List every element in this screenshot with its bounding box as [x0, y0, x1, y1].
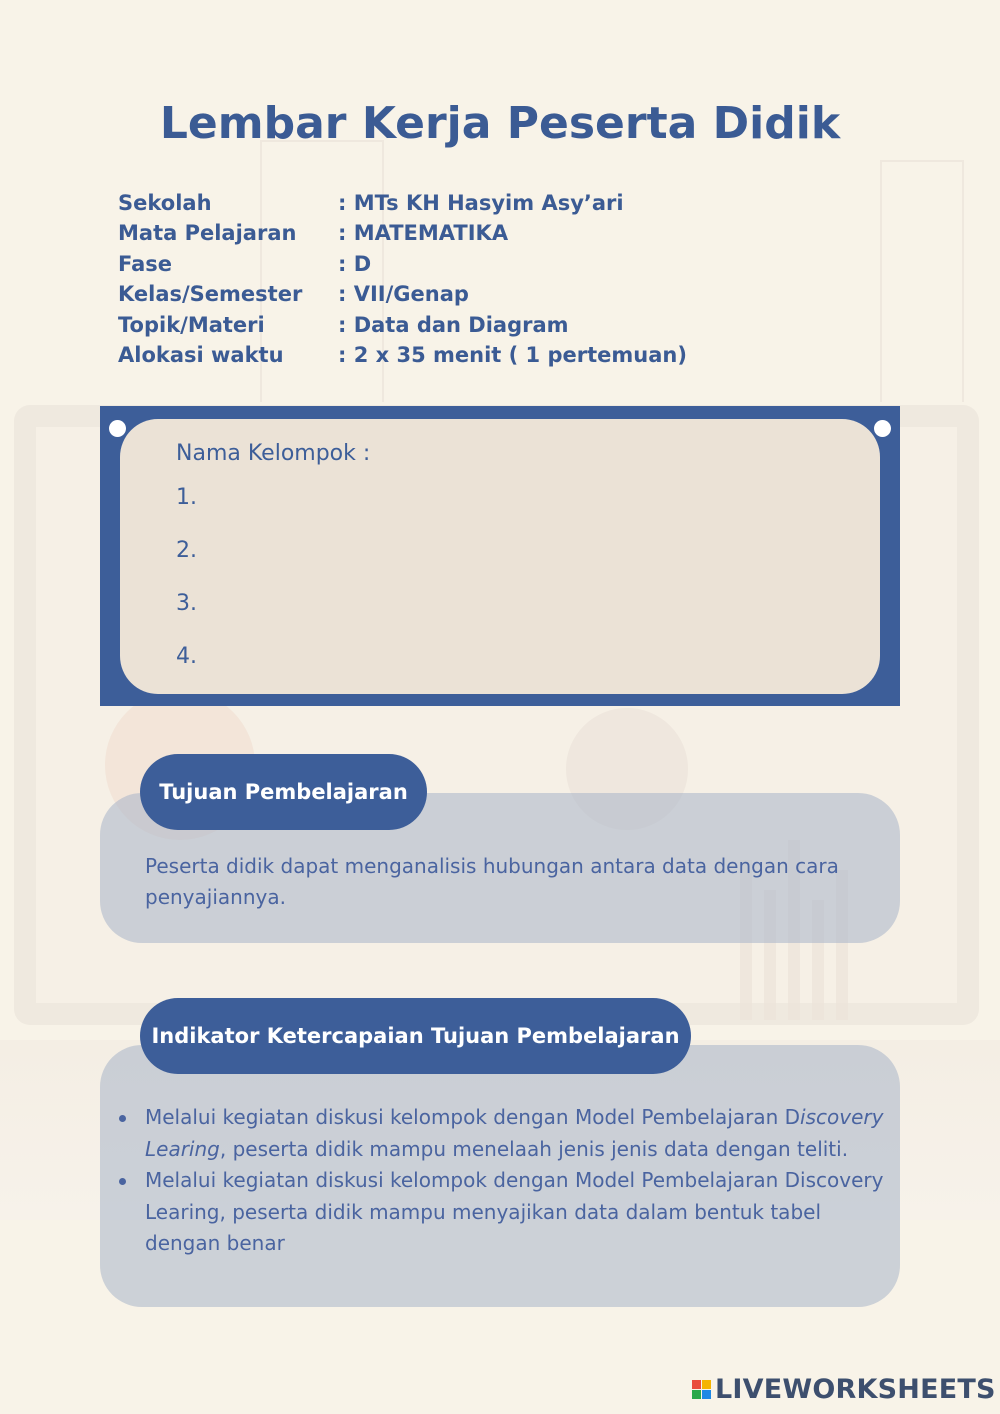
- group-member-line[interactable]: 4.: [176, 644, 197, 669]
- page-title: Lembar Kerja Peserta Didik: [159, 98, 841, 149]
- group-name-title: Nama Kelompok :: [176, 441, 371, 466]
- info-label: Sekolah: [118, 191, 212, 215]
- info-row-mata-pelajaran: [118, 218, 687, 248]
- info-value: : D: [338, 251, 372, 276]
- info-table: [118, 188, 687, 370]
- indikator-item: [145, 1165, 895, 1260]
- group-name-panel: [100, 406, 900, 706]
- info-label: Alokasi waktu: [118, 342, 284, 367]
- info-row-sekolah: [118, 188, 687, 218]
- indikator-heading: Indikator Ketercapaian Tujuan Pembelajaran: [140, 998, 691, 1074]
- pin-dot: [874, 420, 891, 437]
- indikator-item: [145, 1102, 895, 1165]
- info-label: Topik/Materi: [118, 312, 265, 337]
- info-value: : Data dan Diagram: [338, 312, 569, 337]
- info-label: Mata Pelajaran: [118, 221, 297, 246]
- info-value: : MATEMATIKA: [338, 221, 509, 246]
- background-arrow: [880, 160, 964, 402]
- info-label: Fase: [118, 251, 173, 276]
- bullet-icon: [119, 1115, 126, 1122]
- tujuan-text: Peserta didik dapat menganalisis hubungan antara data dengan cara penyajiannya.: [145, 854, 839, 909]
- tujuan-heading: Tujuan Pembelajaran: [140, 754, 427, 830]
- bullet-icon: [119, 1178, 126, 1185]
- info-row-kelas-semester: [118, 279, 687, 309]
- indikator-item-text: Melalui kegiatan diskusi kelompok dengan Model Pembelajaran D: [145, 1105, 801, 1129]
- group-name-card: [120, 419, 880, 694]
- info-value: : MTs KH Hasyim Asy’ari: [338, 191, 624, 215]
- liveworksheets-logo-icon: [692, 1380, 711, 1399]
- info-value: : VII/Genap: [338, 282, 469, 307]
- group-member-line[interactable]: 2.: [176, 538, 197, 563]
- indikator-item-italic: iscovery Learing: [145, 1105, 884, 1161]
- info-value: : 2 x 35 menit ( 1 pertemuan): [338, 342, 687, 367]
- indikator-item-text: , peserta didik mampu menelaah jenis jenis data dengan teliti.: [219, 1136, 849, 1161]
- info-row-alokasi-waktu: [118, 340, 687, 370]
- pin-dot: [109, 420, 126, 437]
- liveworksheets-logo: [692, 1374, 996, 1405]
- indikator-list: [145, 1102, 895, 1260]
- info-label: Kelas/Semester: [118, 282, 303, 307]
- group-member-line[interactable]: 3.: [176, 591, 197, 616]
- group-member-line[interactable]: 1.: [176, 485, 197, 510]
- indikator-item-text: Melalui kegiatan diskusi kelompok dengan Model Pembelajaran Discovery Learing, peserta didik mampu menyajikan data dalam bentuk tabel dengan benar: [145, 1168, 884, 1255]
- liveworksheets-logo-text: LIVEWORKSHEETS: [715, 1374, 996, 1405]
- info-row-fase: [118, 249, 687, 279]
- info-row-topik-materi: [118, 310, 687, 340]
